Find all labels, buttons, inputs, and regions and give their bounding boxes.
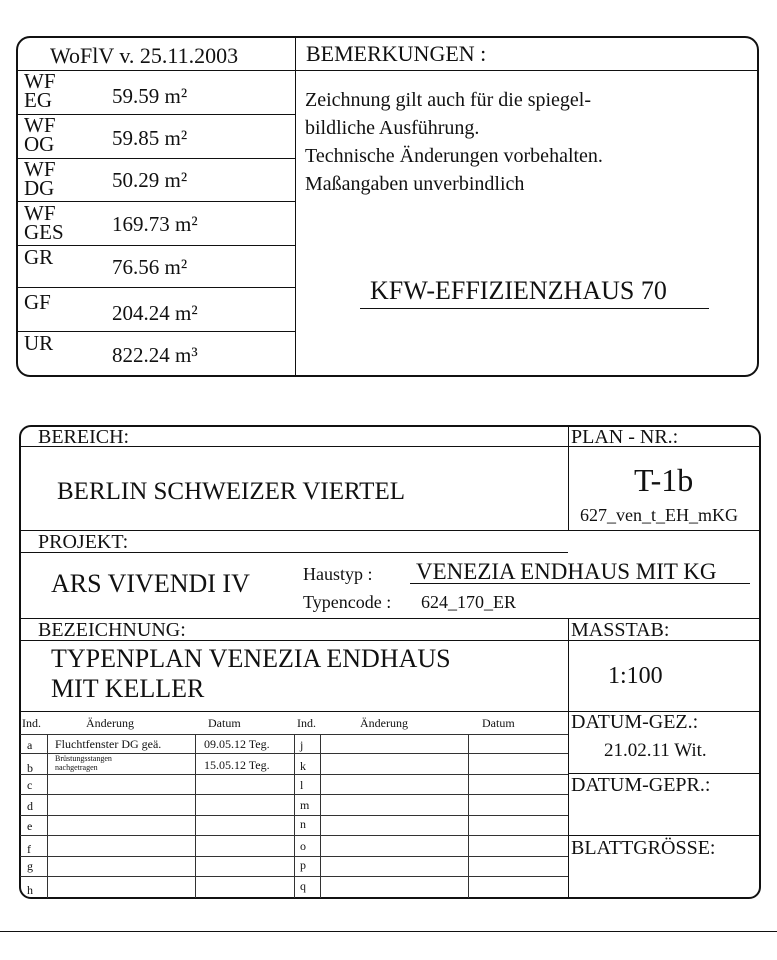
rev-grid-line <box>20 876 568 877</box>
rev-grid-line <box>20 835 568 836</box>
rev-grid-line <box>47 734 48 898</box>
energy-standard-underline <box>360 308 709 309</box>
plan-code: 627_ven_t_EH_mKG <box>580 505 738 525</box>
area-row-divider <box>17 331 295 332</box>
datum-gepr-label: DATUM-GEPR.: <box>571 774 711 796</box>
remarks-header: BEMERKUNGEN : <box>306 41 487 66</box>
rev-ind: d <box>27 799 33 813</box>
area-value: 59.85 m² <box>112 126 188 150</box>
rev-grid-line <box>20 856 568 857</box>
bereich-label: BEREICH: <box>38 426 130 448</box>
header-rule <box>17 70 758 71</box>
rev-ind: b <box>27 761 33 775</box>
bereich-value: BERLIN SCHWEIZER VIERTEL <box>57 478 405 505</box>
area-value: 204.24 m² <box>112 301 198 325</box>
rev-grid-line <box>294 734 295 898</box>
rev-grid-line <box>20 734 568 735</box>
title-column-divider <box>568 618 569 898</box>
rev-header-ind: Ind. <box>22 716 41 730</box>
area-value: 169.73 m² <box>112 212 198 236</box>
rev-ind: h <box>27 883 33 897</box>
page-bottom-rule <box>0 931 777 932</box>
projekt-label: PROJEKT: <box>38 531 129 553</box>
rev-datum: 15.05.12 Teg. <box>204 758 270 772</box>
energy-standard: KFW-EFFIZIENZHAUS 70 <box>370 276 667 305</box>
datum-gez-value: 21.02.11 Wit. <box>604 740 707 761</box>
typencode-label: Typencode : <box>303 592 392 612</box>
title-column-divider <box>568 426 569 531</box>
rev-ind: j <box>300 738 304 752</box>
rev-header-ind: Ind. <box>297 716 316 730</box>
rev-ind: k <box>300 759 306 773</box>
rev-ind: e <box>27 819 33 833</box>
area-value: 59.59 m² <box>112 84 188 108</box>
area-code: GR <box>24 245 54 269</box>
rev-ind: p <box>300 858 306 872</box>
area-value: 50.29 m² <box>112 168 188 192</box>
area-remarks-divider <box>295 37 296 376</box>
rev-aenderung: Brüstungsstangen nachgetragen <box>55 754 112 772</box>
rev-header-aenderung: Änderung <box>86 716 134 730</box>
area-row-divider <box>17 287 295 288</box>
area-code: WF DG <box>24 157 56 200</box>
area-row-divider <box>17 201 295 202</box>
plan-number: T-1b <box>634 462 694 498</box>
area-value: 76.56 m² <box>112 255 188 279</box>
masstab-value: 1:100 <box>608 663 663 689</box>
typencode-value: 624_170_ER <box>421 592 517 612</box>
blattgroesse-label: BLATTGRÖSSE: <box>571 837 716 859</box>
rev-ind: q <box>300 879 306 893</box>
rev-ind: c <box>27 778 33 792</box>
haustyp-value: VENEZIA ENDHAUS MIT KG <box>416 559 717 584</box>
area-code: WF EG <box>24 69 56 112</box>
area-row-divider <box>17 114 295 115</box>
haustyp-underline <box>410 583 750 584</box>
datum-gez-label: DATUM-GEZ.: <box>571 711 699 733</box>
area-value: 822.24 m³ <box>112 343 198 367</box>
rev-ind: n <box>300 817 306 831</box>
masstab-label: MASSTAB: <box>571 619 670 641</box>
rev-grid-line <box>468 734 469 898</box>
area-row-divider <box>17 245 295 246</box>
rev-grid-line <box>20 774 568 775</box>
rev-datum: 09.05.12 Teg. <box>204 737 270 751</box>
rev-ind: a <box>27 738 33 752</box>
rev-header-datum: Datum <box>208 716 241 730</box>
rev-header-aenderung: Änderung <box>360 716 408 730</box>
area-code: WF OG <box>24 113 56 156</box>
rev-aenderung: Fluchtfenster DG geä. <box>55 737 162 751</box>
bezeichnung-label: BEZEICHNUNG: <box>38 619 186 641</box>
rev-ind: f <box>27 842 31 856</box>
title-divider <box>568 835 760 836</box>
remark-line: Technische Änderungen vorbehalten. <box>305 145 603 167</box>
rev-ind: m <box>300 798 310 812</box>
title-divider <box>20 530 760 531</box>
rev-ind: g <box>27 859 33 873</box>
rev-ind: o <box>300 839 306 853</box>
remark-line: bildliche Ausführung. <box>305 117 480 139</box>
area-row-divider <box>17 158 295 159</box>
rev-ind: l <box>300 778 304 792</box>
remark-line: Zeichnung gilt auch für die spiegel- <box>305 89 592 111</box>
rev-grid-line <box>320 734 321 898</box>
area-code: WF GES <box>24 201 64 244</box>
area-code: UR <box>24 331 54 355</box>
area-code: GF <box>24 290 51 314</box>
projekt-value: ARS VIVENDI IV <box>51 569 250 598</box>
bezeichnung-line: MIT KELLER <box>51 674 205 703</box>
haustyp-label: Haustyp : <box>303 564 373 584</box>
bezeichnung-line: TYPENPLAN VENEZIA ENDHAUS <box>51 644 451 673</box>
rev-grid-line <box>195 734 196 898</box>
rev-grid-line <box>20 794 568 795</box>
rev-header-datum: Datum <box>482 716 515 730</box>
plan-label: PLAN - NR.: <box>571 426 679 448</box>
area-table-header: WoFlV v. 25.11.2003 <box>50 43 239 68</box>
rev-grid-line <box>20 815 568 816</box>
remark-line: Maßangaben unverbindlich <box>305 173 525 195</box>
